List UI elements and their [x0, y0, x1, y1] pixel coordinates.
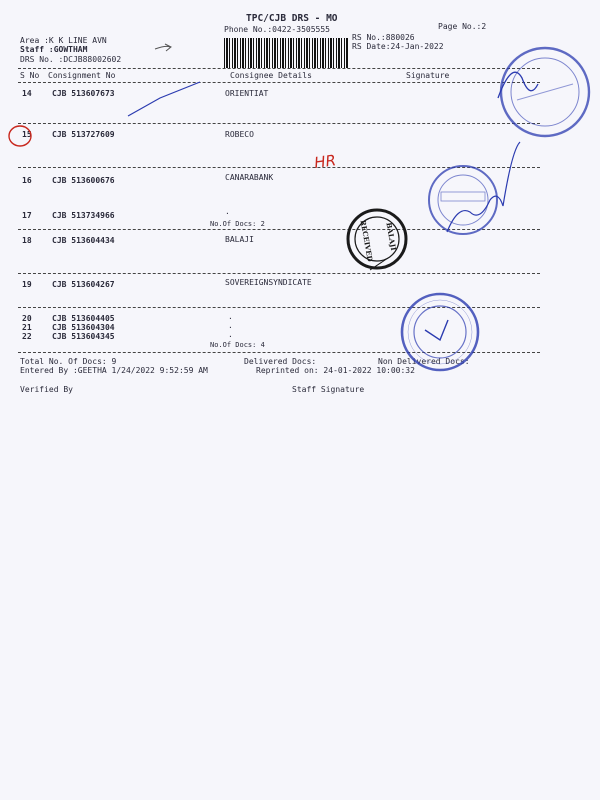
- sovereign-stamp: [398, 290, 482, 374]
- red-circle-mark: [9, 126, 31, 146]
- handwritten-hr: HR: [313, 151, 338, 173]
- rs-date: RS Date:24-Jan-2022: [352, 42, 444, 51]
- row-consignee: SOVEREIGNSYNDICATE: [225, 278, 312, 287]
- total-docs: Total No. Of Docs: 9: [20, 357, 117, 366]
- row-consignment: CJB 513607673: [52, 89, 115, 98]
- column-signature: Signature: [406, 71, 450, 80]
- balaji-received-stamp: [344, 206, 410, 272]
- row-sno: 22: [22, 332, 32, 341]
- row-sno: 16: [22, 176, 32, 185]
- row-consignment: CJB 513734966: [52, 211, 115, 220]
- verified-by: Verified By: [20, 385, 73, 394]
- row-consignee: .: [225, 207, 230, 216]
- row-consignment: CJB 513727609: [52, 130, 115, 139]
- row-consignee: ROBECO: [225, 130, 254, 139]
- area-label: Area :K K LINE AVN: [20, 36, 107, 45]
- row-consignee: CANARABANK: [225, 173, 274, 182]
- row-consignee: .: [228, 321, 233, 330]
- entered-by: Entered By :GEETHA 1/24/2022 9:52:59 AM: [20, 366, 208, 375]
- svg-text:RECEIVED: RECEIVED: [358, 219, 375, 263]
- non-delivered-docs: Non Delivered Docs:: [378, 357, 470, 366]
- reprinted-on: Reprinted on: 24-01-2022 10:00:32: [256, 366, 415, 375]
- phone-number: Phone No.:0422-3505555: [224, 25, 330, 34]
- staff-signature: Staff Signature: [292, 385, 365, 394]
- row-sno: 21: [22, 323, 32, 332]
- row-consignment: CJB 513600676: [52, 176, 115, 185]
- delivered-docs: Delivered Docs:: [244, 357, 317, 366]
- row-sno: 19: [22, 280, 32, 289]
- row-consignment: CJB 513604405: [52, 314, 115, 323]
- oriental-stamp: [497, 40, 593, 140]
- page-number: Page No.:2: [438, 22, 487, 31]
- document-title: TPC/CJB DRS - MO: [246, 13, 338, 24]
- docs-count: No.Of Docs: 2: [210, 220, 265, 228]
- docs-count: No.Of Docs: 4: [210, 341, 265, 349]
- row-consignment: CJB 513604434: [52, 236, 115, 245]
- signature-mark: [128, 82, 200, 116]
- svg-text:BALAJI: BALAJI: [384, 221, 399, 252]
- row-sno: 20: [22, 314, 32, 323]
- row-consignee: BALAJI: [225, 235, 254, 244]
- staff-label: Staff :GOWTHAM: [20, 45, 88, 54]
- row-consignee: .: [228, 312, 233, 321]
- rs-number: RS No.:880026: [352, 33, 415, 42]
- column-consignment: Consignment No: [48, 71, 116, 80]
- row-sno: 14: [22, 89, 32, 98]
- drs-number: DRS No. :DCJB88002602: [20, 55, 122, 64]
- row-sno: 17: [22, 211, 32, 220]
- canara-stamp: [423, 162, 503, 238]
- row-sno: 18: [22, 236, 32, 245]
- row-consignment: CJB 513604267: [52, 280, 115, 289]
- column-consignee: Consignee Details: [230, 71, 312, 80]
- row-consignee: ORIENTIAT: [225, 89, 269, 98]
- column-sno: S No: [20, 71, 40, 80]
- row-consignment: CJB 513604345: [52, 332, 115, 341]
- row-consignee: .: [228, 330, 233, 339]
- row-consignment: CJB 513604304: [52, 323, 115, 332]
- row-sno: 15: [22, 130, 32, 139]
